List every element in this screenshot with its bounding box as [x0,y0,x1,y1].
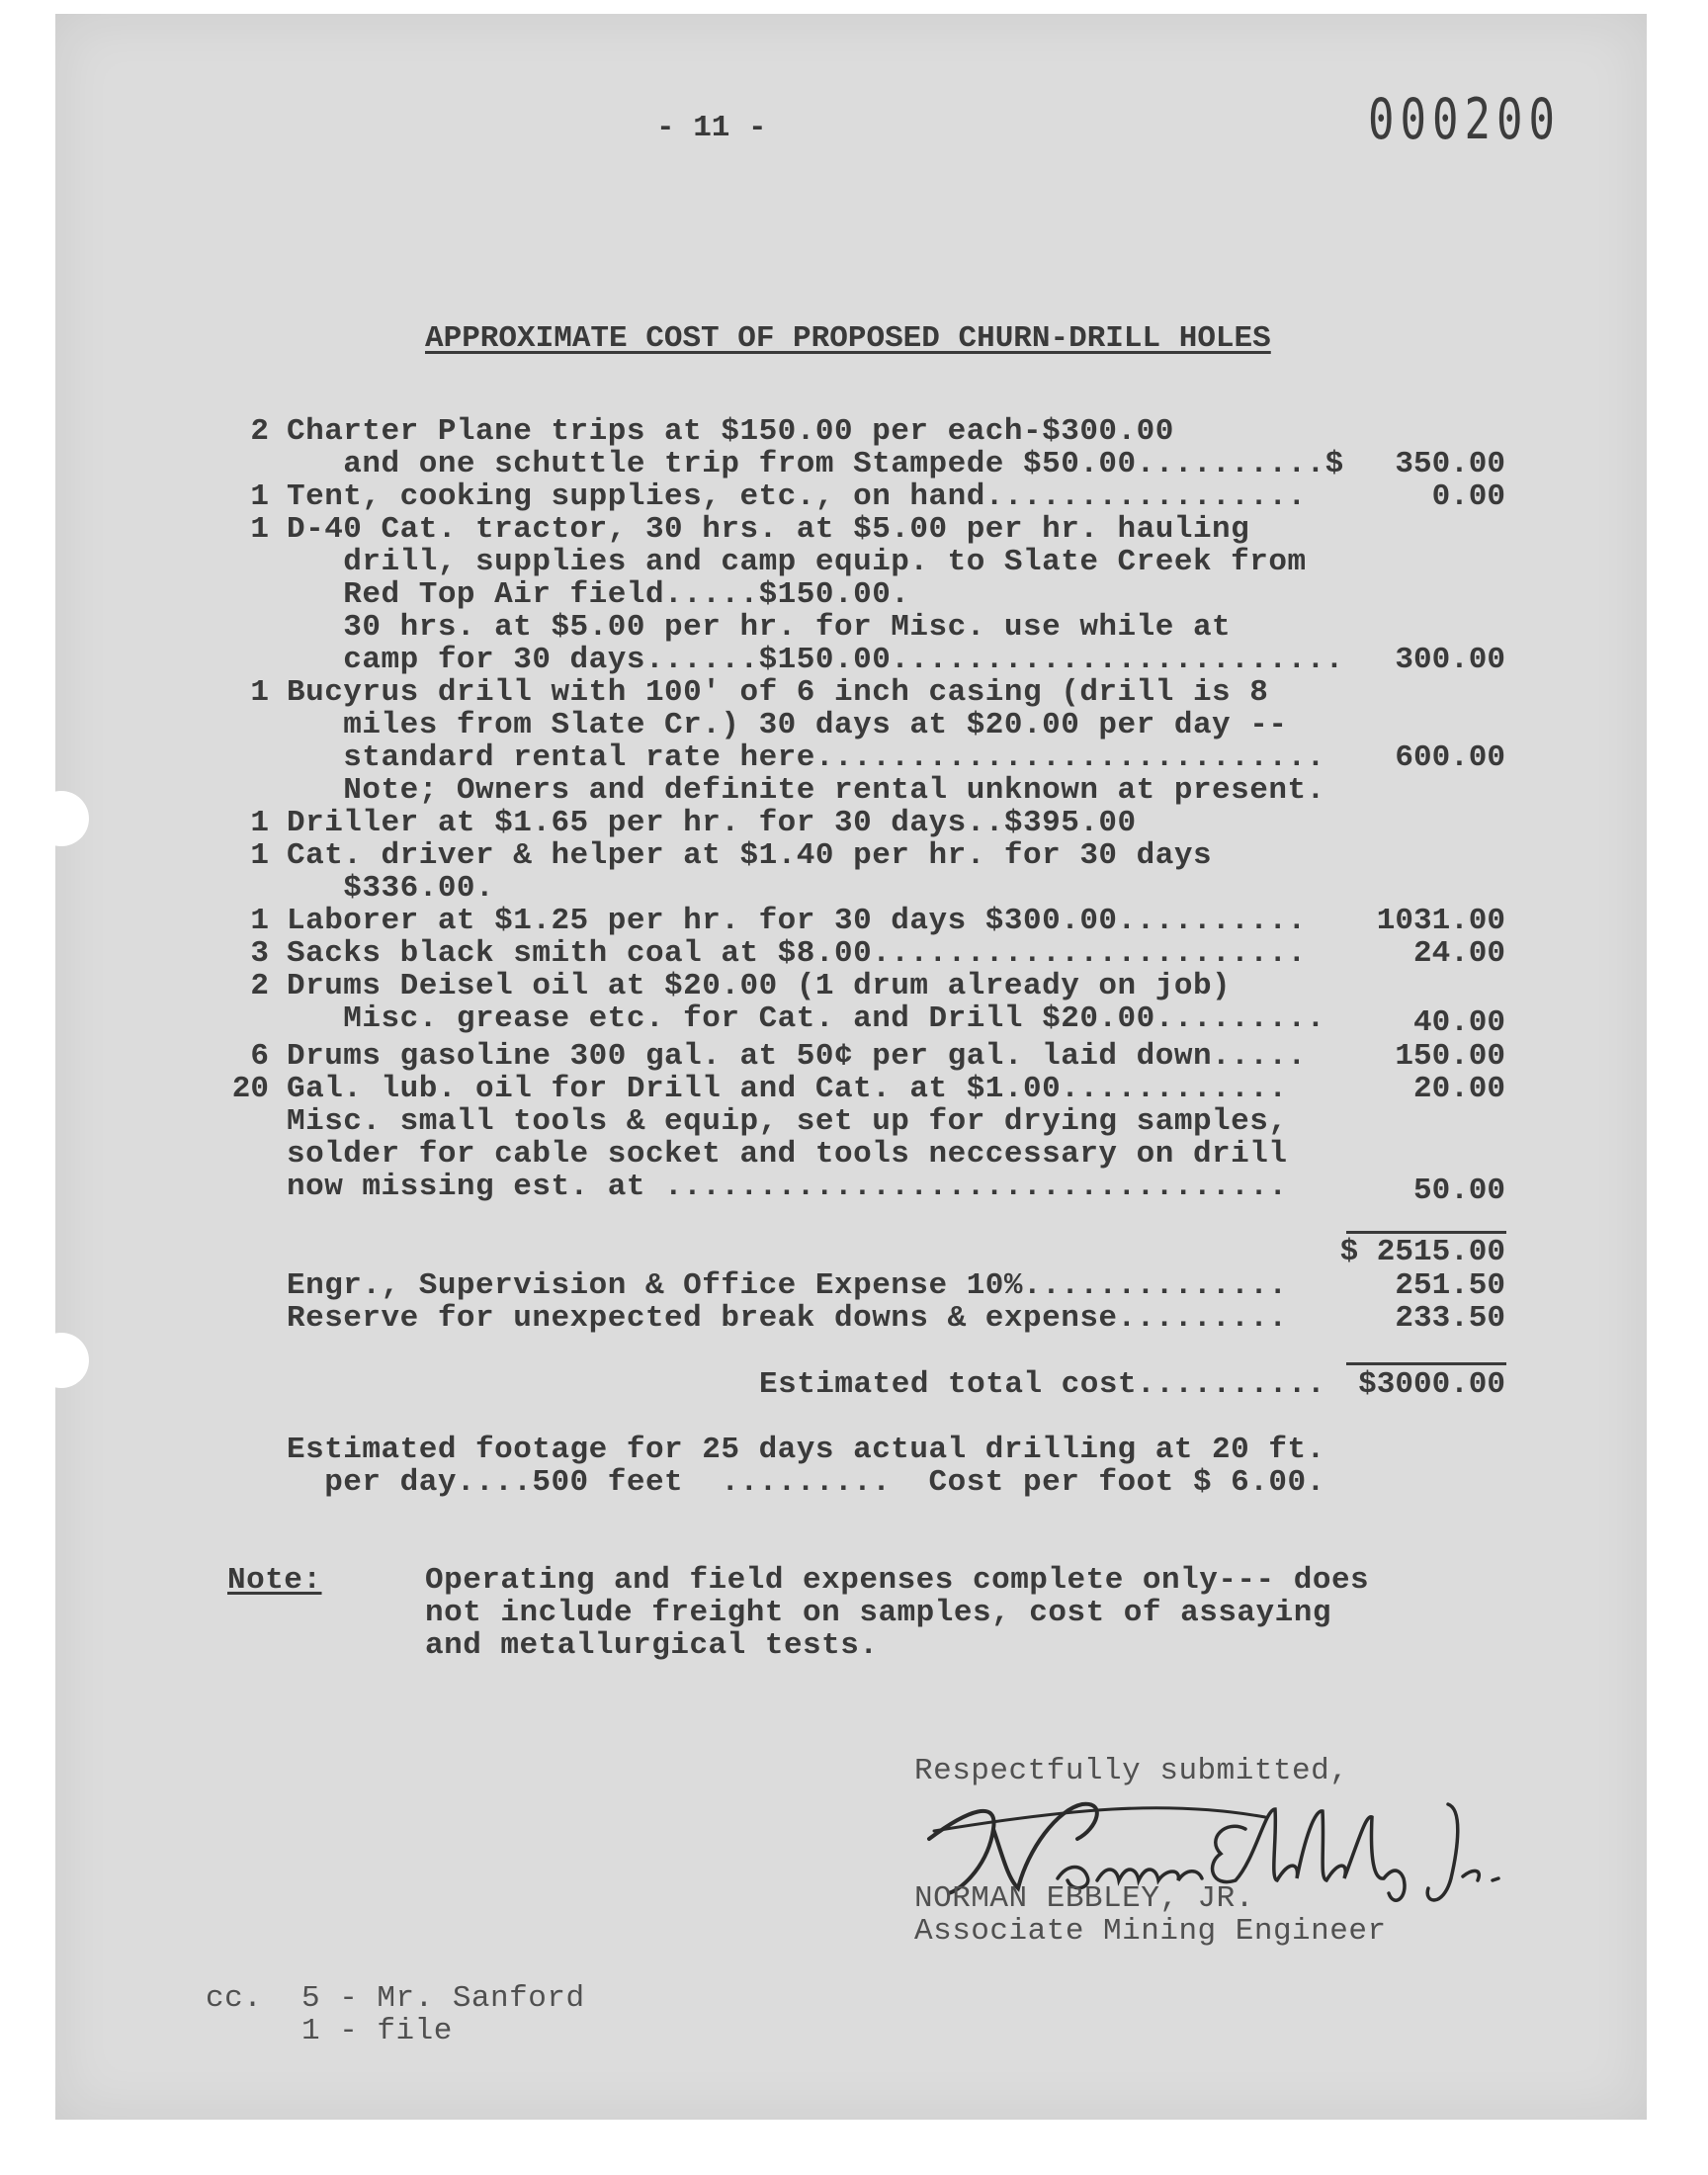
item-line: standard rental rate here........................... [287,740,1325,775]
item-qty: 1 [250,675,269,710]
rental-note-label [343,774,438,807]
subtotal-amount: $ 2515.00 [1339,1235,1505,1269]
signer-position: Associate Mining Engineer [914,1914,1387,1949]
item-qty: 1 [250,479,269,514]
note-label: Note: [227,1563,322,1598]
item-amount: 0.00 [1431,479,1505,514]
item-qty: 6 [250,1039,269,1074]
item-amount: 300.00 [1395,643,1505,677]
punch-hole [34,1333,89,1388]
document-number: 000200 [1368,87,1561,153]
item-qty: 2 [250,414,269,449]
item-line: Tent, cooking supplies, etc., on hand................. [287,479,1307,514]
item-qty: 1 [250,838,269,873]
rental-note: Note; Owners and definite rental unknown at present. [287,773,1325,808]
footage-line: per day....500 feet ......... Cost per foot $ 6.00. [287,1465,1325,1500]
item-amount: 20.00 [1412,1072,1505,1106]
cc-line: 5 - Mr. Sanford [301,1981,585,2016]
item-line: miles from Slate Cr.) 30 days at $20.00 per day -- [287,708,1288,742]
page-title: APPROXIMATE COST OF PROPOSED CHURN-DRILL HOLES [425,321,1271,356]
cc-line: 1 - file [301,2014,453,2048]
total-label: Estimated total cost.......... [759,1367,1326,1402]
overhead-amount: 251.50 [1395,1268,1505,1303]
item-line: Drums Deisel oil at $20.00 (1 drum already on job) [287,969,1232,1003]
item-amount: 1031.00 [1376,904,1505,938]
punch-hole [34,791,89,846]
item-line: drill, supplies and camp equip. to Slate Creek from [287,545,1307,579]
item-line: Cat. driver & helper at $1.40 per hr. for 30 days [287,838,1213,873]
item-line: Sacks black smith coal at $8.00....................... [287,936,1307,971]
note-line: Operating and field expenses complete only--- does [425,1563,1370,1598]
total-rule [1346,1362,1506,1365]
item-line: Drums gasoline 300 gal. at 50¢ per gal. laid down..... [287,1039,1307,1074]
item-amount: 50.00 [1412,1174,1505,1208]
item-line: solder for cable socket and tools neccessary on drill [287,1137,1288,1172]
item-line: and one schuttle trip from Stampede $50.00..........$ [287,447,1344,481]
item-qty: 1 [250,904,269,938]
closing: Respectfully submitted, [914,1754,1349,1788]
item-amount: 40.00 [1412,1005,1505,1040]
item-qty: 20 [231,1072,269,1106]
total-amount: $3000.00 [1358,1367,1505,1402]
item-qty: 2 [250,969,269,1003]
overhead-label: Engr., Supervision & Office Expense 10%.............. [287,1268,1288,1303]
item-line: Bucyrus drill with 100' of 6 inch casing (drill is 8 [287,675,1269,710]
item-line: D-40 Cat. tractor, 30 hrs. at $5.00 per hr. hauling [287,512,1250,547]
item-line: now missing est. at ................................. [287,1170,1288,1204]
note-line: and metallurgical tests. [425,1628,879,1663]
item-line: Laborer at $1.25 per hr. for 30 days $300.00.......... [287,904,1307,938]
note-line: not include freight on samples, cost of assaying [425,1596,1331,1630]
page-number: - 11 - [656,111,767,145]
item-line: $336.00. [287,871,495,906]
item-line: 30 hrs. at $5.00 per hr. for Misc. use while at [287,610,1232,645]
footage-line: Estimated footage for 25 days actual drilling at 20 ft. [287,1433,1325,1467]
item-line: camp for 30 days......$150.00........................ [287,643,1344,677]
item-amount: 24.00 [1412,936,1505,971]
item-line: Misc. small tools & equip, set up for drying samples, [287,1104,1288,1139]
item-amount: 600.00 [1395,740,1505,775]
item-qty: 3 [250,936,269,971]
item-line: Red Top Air field.....$150.00. [287,577,910,612]
overhead-amount: 233.50 [1395,1301,1505,1336]
item-line: Misc. grease etc. for Cat. and Drill $20.00......... [287,1001,1325,1036]
cc-label: cc. [206,1981,263,2016]
overhead-label: Reserve for unexpected break downs & expense......... [287,1301,1288,1336]
item-qty: 1 [250,512,269,547]
subtotal-rule [1346,1231,1506,1234]
item-line: Gal. lub. oil for Drill and Cat. at $1.00............ [287,1072,1288,1106]
item-qty: 1 [250,806,269,840]
signer-name: NORMAN EBBLEY, JR. [914,1881,1254,1916]
item-amount: 150.00 [1395,1039,1505,1074]
item-amount: 350.00 [1395,447,1505,481]
item-line: Charter Plane trips at $150.00 per each-$300.00 [287,414,1174,449]
item-line: Driller at $1.65 per hr. for 30 days..$395.00 [287,806,1137,840]
